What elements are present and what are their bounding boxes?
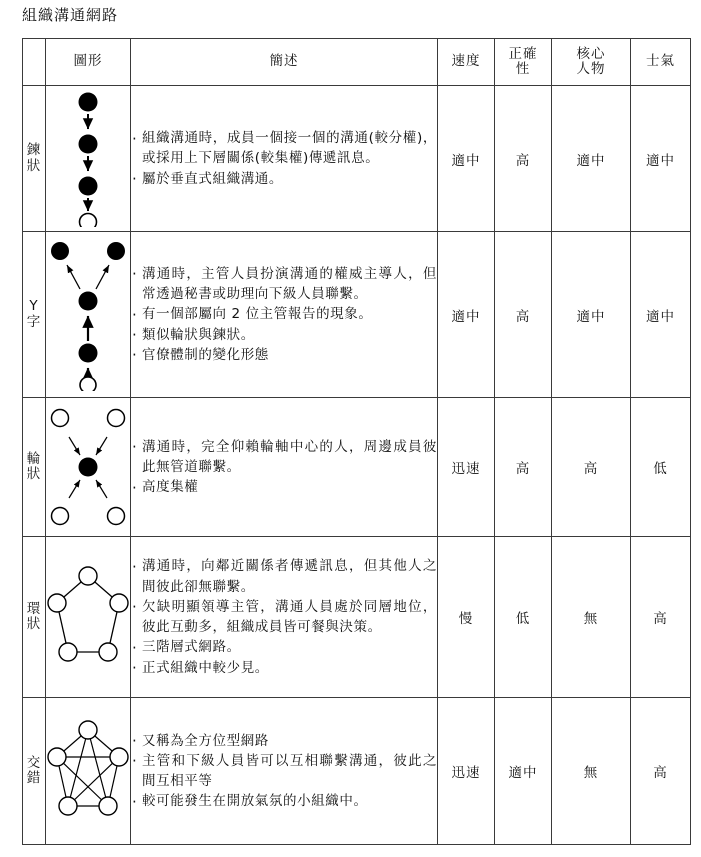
table-row: [23, 537, 691, 698]
list-item: · 有一個部屬向 2 位主管報告的現象。: [131, 304, 437, 324]
list-item: · 欠缺明顯領導主管，溝通人員處於同層地位，彼此互動多，組織成員皆可餐與決策。: [131, 597, 437, 638]
list-item: · 較可能發生在開放氣氛的小組織中。: [131, 791, 437, 811]
list-item: · 高度集權: [131, 477, 437, 497]
communication-networks-table: [22, 38, 691, 845]
chain-diagram-icon: [46, 91, 130, 227]
column-header-accuracy-line2: 性: [515, 61, 531, 77]
table-header: [23, 39, 691, 86]
table-row: [23, 698, 691, 845]
rating-speed: 迅速: [438, 398, 495, 537]
network-name-all-channel: 交 錯: [23, 698, 46, 845]
description-bullet-list: [131, 731, 437, 812]
description-bullet-list: [131, 128, 437, 189]
rating-accuracy: 低: [495, 537, 552, 698]
table-row: [23, 232, 691, 398]
list-item: · 溝通時，向鄰近關係者傳遞訊息，但其他人之間彼此卻無聯繫。: [131, 556, 437, 597]
list-item: · 溝通時，主管人員扮演溝通的權威主導人，但常透過秘書或助理向下級人員聯繫。: [131, 264, 437, 305]
network-name-wheel: 輪 狀: [23, 398, 46, 537]
ring-diagram-icon: [46, 562, 130, 672]
column-header-name: [23, 39, 46, 86]
rating-morale: 高: [631, 537, 691, 698]
rating-key-person: 無: [552, 537, 631, 698]
rating-accuracy: 高: [495, 232, 552, 398]
table-body: [23, 86, 691, 845]
rating-accuracy: 適中: [495, 698, 552, 845]
network-diagram-wheel: [46, 398, 131, 537]
rating-morale: 高: [631, 698, 691, 845]
list-item: · 官僚體制的變化形態: [131, 345, 437, 365]
network-name-chain: 鍊 狀: [23, 86, 46, 232]
y-shape-diagram-icon: [46, 239, 130, 391]
list-item: · 又稱為全方位型網路: [131, 731, 437, 751]
network-description-chain: [131, 86, 438, 232]
list-item: · 屬於垂直式組織溝通。: [131, 169, 437, 189]
column-header-key-person-line2: 人物: [576, 61, 606, 77]
network-description-ring: [131, 537, 438, 698]
network-name-y-shape: Y 字: [23, 232, 46, 398]
rating-key-person: 高: [552, 398, 631, 537]
list-item: · 主管和下級人員皆可以互相聯繫溝通，彼此之間互相平等: [131, 751, 437, 792]
all-channel-diagram-icon: [46, 716, 130, 826]
network-description-y-shape: [131, 232, 438, 398]
rating-key-person: 適中: [552, 86, 631, 232]
network-diagram-y-shape: [46, 232, 131, 398]
network-diagram-all-channel: [46, 698, 131, 845]
description-bullet-list: [131, 264, 437, 365]
network-diagram-chain: [46, 86, 131, 232]
column-header-key-person-line1: 核心: [576, 45, 606, 62]
column-header-description: 簡述: [131, 39, 438, 86]
rating-speed: 慢: [438, 537, 495, 698]
table-row: [23, 86, 691, 232]
list-item: · 三階層式網路。: [131, 637, 437, 657]
network-description-wheel: [131, 398, 438, 537]
network-description-all-channel: [131, 698, 438, 845]
rating-morale: 低: [631, 398, 691, 537]
column-header-accuracy: [495, 39, 552, 86]
rating-speed: 適中: [438, 232, 495, 398]
column-header-accuracy-line1: 正確: [508, 45, 538, 62]
wheel-diagram-icon: [46, 404, 130, 530]
column-header-shape: 圖形: [46, 39, 131, 86]
rating-accuracy: 高: [495, 86, 552, 232]
rating-key-person: 無: [552, 698, 631, 845]
rating-accuracy: 高: [495, 398, 552, 537]
description-bullet-list: [131, 556, 437, 678]
list-item: · 正式組織中較少見。: [131, 658, 437, 678]
rating-speed: 迅速: [438, 698, 495, 845]
rating-morale: 適中: [631, 86, 691, 232]
column-header-key-person: [552, 39, 631, 86]
rating-key-person: 適中: [552, 232, 631, 398]
list-item: · 組織溝通時，成員一個接一個的溝通(較分權)，或採用上下層關係(較集權)傳遞訊息。: [131, 128, 437, 169]
rating-speed: 適中: [438, 86, 495, 232]
network-diagram-ring: [46, 537, 131, 698]
list-item: · 溝通時，完全仰賴輪軸中心的人，周邊成員彼此無管道聯繫。: [131, 437, 437, 478]
page-title: 組織溝通網路: [22, 6, 119, 24]
list-item: · 類似輪狀與鍊狀。: [131, 325, 437, 345]
column-header-morale: 士氣: [631, 39, 691, 86]
rating-morale: 適中: [631, 232, 691, 398]
table-row: [23, 398, 691, 537]
description-bullet-list: [131, 437, 437, 498]
table-header-row: [23, 39, 691, 86]
network-name-ring: 環 狀: [23, 537, 46, 698]
column-header-speed: 速度: [438, 39, 495, 86]
